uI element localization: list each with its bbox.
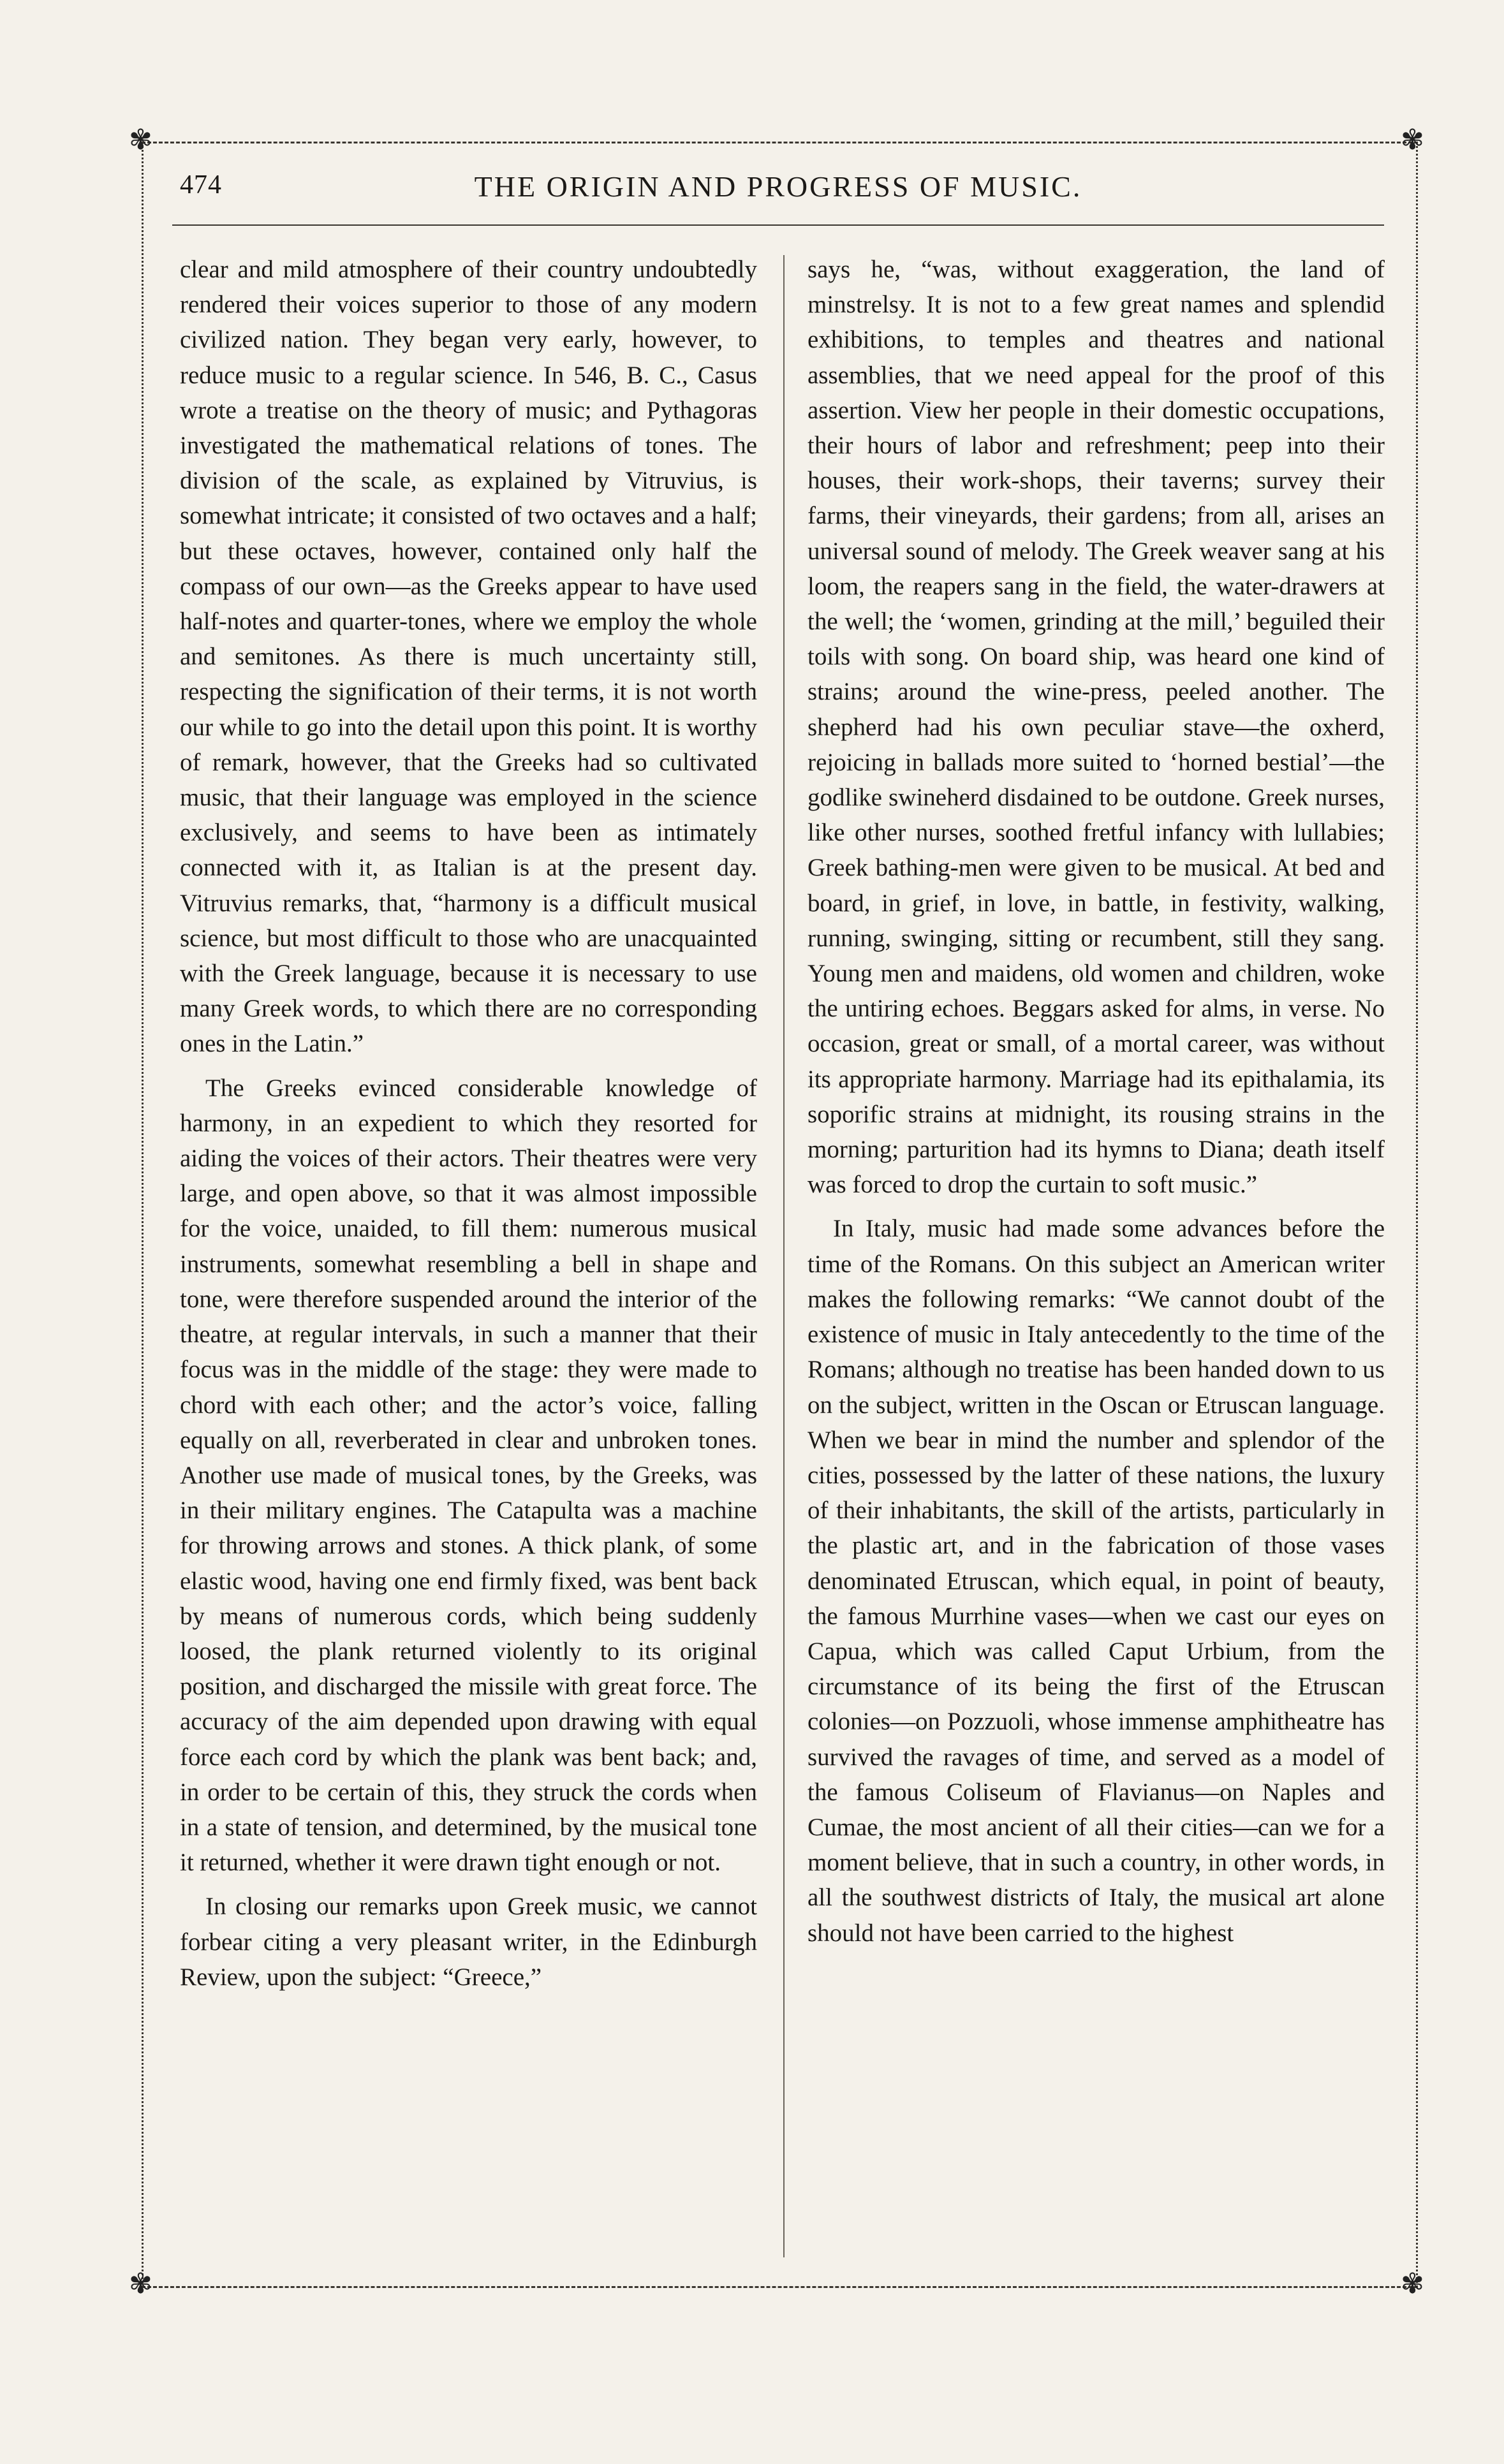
paragraph: says he, “was, without exaggeration, the land of minstrelsy. It is not to a few great names and splendid exhibitions, to temples and theatres and national assemblies, that we need appeal for the proof of this assertion. View her people in their domestic occupations, their hours of labor and refreshment; peep into their houses, their work-shops, their taverns; survey their farms, their vineyards, their gardens; from all, arises an universal sound of melody. The Greek weaver sang at his loom, the reapers sang in the field, the water-drawers at the well; the ‘women, grinding at the mill,’ beguiled their toils with song. On board ship, was heard one kind of strains; around the wine-press, peeled another. The shepherd had his own peculiar stave—the oxherd, rejoicing in ballads more suited to ‘horned bestial’—the godlike swineherd disdained to be outdone. Greek nurses, like other nurses, soothed fretful infancy with lullabies; Greek bathing-men were given to be musical. At bed and board, in grief, in love, in battle, in festivity, walking, running, swinging, sitting or recumbent, still they sang. Young men and maidens, old women and children, woke the untiring echoes. Beggars asked for alms, in verse. No occasion, great or small, of a mortal career, was without its appropriate harmony. Marriage had its epithalamia, its soporific strains at midnight, its rousing strains in the morning; parturition had its hymns to Diana; death itself was forced to drop the curtain to soft music.” [807, 256, 1385, 1199]
column-divider [783, 255, 785, 2257]
running-title: THE ORIGIN AND PROGRESS OF MUSIC. [474, 170, 1082, 203]
right-column [807, 252, 1385, 2261]
paragraph: The Greeks evinced considerable knowledge of harmony, in an expedient to which they resorted for aiding the voices of their actors. Their theatres were very large, and open above, so that it was almost impossible for the voice, unaided, to fill them: numerous musical instruments, somewhat resembling a bell in shape and tone, were therefore suspended around the interior of the theatre, at regular intervals, in such a manner that their focus was in the middle of the stage: they were made to chord with each other; and the actor’s voice, falling equally on all, reverberated in clear and unbroken tones. Another use made of musical tones, by the Greeks, was in their military engines. The Catapulta was a machine for throwing arrows and stones. A thick plank, of some elastic wood, having one end firmly fixed, was bent back by means of numerous cords, which being suddenly loosed, the plank returned violently to its original position, and discharged the missile with great force. The accuracy of the aim depended upon drawing with equal force each cord by which the plank was bent back; and, in order to be certain of this, they struck the cords when in a state of tension, and determined, by the musical tone it returned, whether it were drawn tight enough or not. [180, 1074, 757, 1877]
paragraph: In Italy, music had made some advances before the time of the Romans. On this subject an American writer makes the following remarks: “We cannot doubt of the existence of music in Italy antecedently to the time of the Romans; although no treatise has been handed down to us on the subject, written in the Oscan or Etruscan language. When we bear in mind the number and splendor of the cities, possessed by the latter of these nations, the luxury of their inhabitants, the skill of the artists, particularly in the plastic art, and in the fabrication of those vases denominated Etruscan, which equal, in point of beauty, the famous Murrhine vases—when we cast our eyes on Capua, which was called Caput Urbium, from the circumstance of its being the first of the Etruscan colonies—on Pozzuoli, whose immense amphitheatre has survived the ravages of time, and served as a model of the famous Coliseum of Flavianus—on Naples and Cumae, the most ancient of all their cities—can we for a moment believe, that in such a country, in other words, in all the southwest districts of Italy, the musical art alone should not have been carried to the highest [807, 1215, 1385, 1947]
corner-ornament-icon: ✾ [129, 124, 152, 156]
header-rule [172, 224, 1384, 226]
page-number: 474 [180, 170, 222, 200]
page-header [172, 167, 1384, 218]
corner-ornament-icon: ✾ [129, 2268, 152, 2299]
left-column [180, 252, 757, 2261]
corner-ornament-icon: ✾ [1401, 2268, 1424, 2299]
paragraph: clear and mild atmosphere of their country undoubtedly rendered their voices superior to those of any modern civilized nation. They began very early, however, to reduce music to a regular science. In 546, B. C., Casus wrote a treatise on the theory of music; and Pythagoras investigated the mathematical relations of tones. The division of the scale, as explained by Vitruvius, is somewhat intricate; it consisted of two octaves and a half; but these octaves, however, contained only half the compass of our own—as the Greeks appear to have used half-notes and quarter-tones, where we employ the whole and semitones. As there is much uncertainty still, respecting the signification of their terms, it is not worth our while to go into the detail upon this point. It is worthy of remark, however, that the Greeks had so cultivated music, that their language was employed in the science exclusively, and seems to have been as intimately connected with it, as Italian is at the present day. Vitruvius remarks, that, “harmony is a difficult musical science, but most difficult to those who are unacquainted with the Greek language, because it is necessary to use many Greek words, to which there are no corresponding ones in the Latin.” [180, 256, 757, 1058]
corner-ornament-icon: ✾ [1401, 124, 1424, 156]
paragraph: In closing our remarks upon Greek music, we cannot forbear citing a very pleasant writer, in the Edinburgh Review, upon the subject: “Greece,” [180, 1893, 757, 1991]
